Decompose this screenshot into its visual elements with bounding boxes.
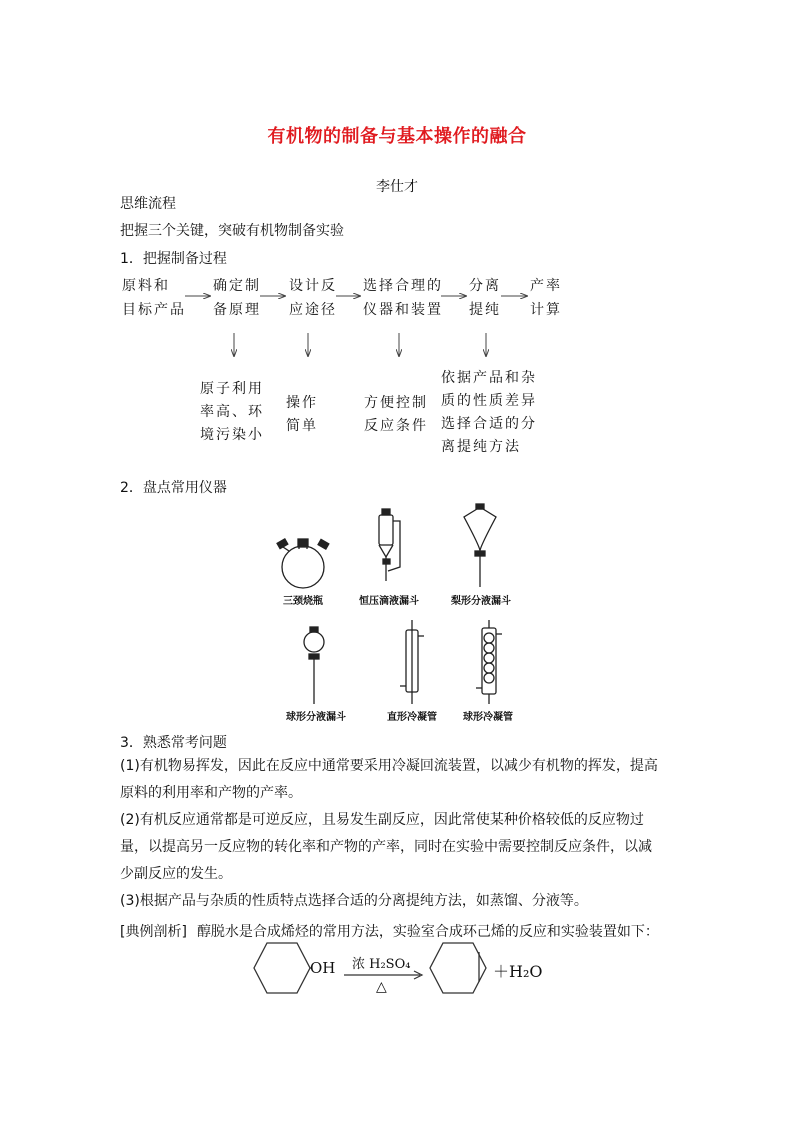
flow-box-3: 设计反 应途径 <box>289 278 337 318</box>
step3-item-2: (2)有机反应通常都是可逆反应，且易发生副反应，因此常使某种价格较低的反应物过量，以提高另一反应物的转化率和产物的产率，同时在实验中需要控制反应条件，以减少副反应的发生。 <box>120 812 652 882</box>
bulb-condenser-icon <box>474 620 504 705</box>
step3-item-3: (3)根据产品与杂质的性质特点选择合适的分离提纯方法，如蒸馏、分液等。 <box>120 893 588 909</box>
step1-heading: 1．把握制备过程 <box>120 251 227 267</box>
caption-three-neck-flask: 三颈烧瓶 <box>283 596 323 607</box>
pressure-dropping-funnel-icon <box>368 507 408 587</box>
flow-note-2: 操作 简单 <box>286 395 318 434</box>
caption-pressure-funnel: 恒压滴液漏斗 <box>359 596 419 607</box>
flow-note-4: 依据产品和杂 质的性质差异 选择合适的分 离提纯方法 <box>441 370 537 455</box>
condition-bottom: △ <box>376 979 387 995</box>
bulb-separatory-funnel-icon <box>296 626 332 706</box>
byproduct-water: ＋H₂O <box>493 962 543 981</box>
caption-bulb-funnel: 球形分液漏斗 <box>286 712 346 723</box>
page-title: 有机物的制备与基本操作的融合 <box>267 126 527 147</box>
condition-top: 浓 H₂SO₄ <box>352 957 411 972</box>
caption-straight-condenser: 直形冷凝管 <box>387 712 437 723</box>
step3-heading: 3．熟悉常考问题 <box>120 735 227 751</box>
flow-box-2: 确定制 备原理 <box>213 278 261 318</box>
straight-condenser-icon <box>397 620 427 705</box>
example-line <box>120 921 659 941</box>
pear-separatory-funnel-icon <box>460 503 500 588</box>
reactant-group: OH <box>310 959 336 977</box>
flow-box-6: 产率 计算 <box>530 278 562 318</box>
flow-box-5: 分离 提纯 <box>469 278 501 318</box>
caption-bulb-condenser: 球形冷凝管 <box>463 712 513 723</box>
author: 李仕才 <box>376 179 418 195</box>
example-label: [典例剖析] <box>120 924 187 940</box>
step2-heading: 2．盘点常用仪器 <box>120 480 227 496</box>
flow-box-1: 原料和 目标产品 <box>122 278 186 318</box>
caption-pear-funnel: 梨形分液漏斗 <box>451 596 511 607</box>
cyclohexanol-structure-icon <box>252 938 312 998</box>
example-text: 醇脱水是合成烯烃的常用方法，实验室合成环己烯的反应和实验装置如下： <box>196 924 659 940</box>
flow-note-1: 原子利用 率高、环 境污染小 <box>200 381 264 443</box>
flow-box-4: 选择合理的 仪器和装置 <box>363 278 443 318</box>
section-heading: 思维流程 <box>120 196 176 212</box>
flow-note-3: 方便控制 反应条件 <box>364 395 428 434</box>
three-neck-flask-icon <box>273 527 333 597</box>
step3-item-1: (1)有机物易挥发，因此在反应中通常要采用冷凝回流装置，以减少有机物的挥发，提高原料的利用率和产物的产率。 <box>120 758 658 801</box>
cyclohexene-structure-icon <box>428 938 488 998</box>
intro-text: 把握三个关键，突破有机物制备实验 <box>120 223 344 239</box>
